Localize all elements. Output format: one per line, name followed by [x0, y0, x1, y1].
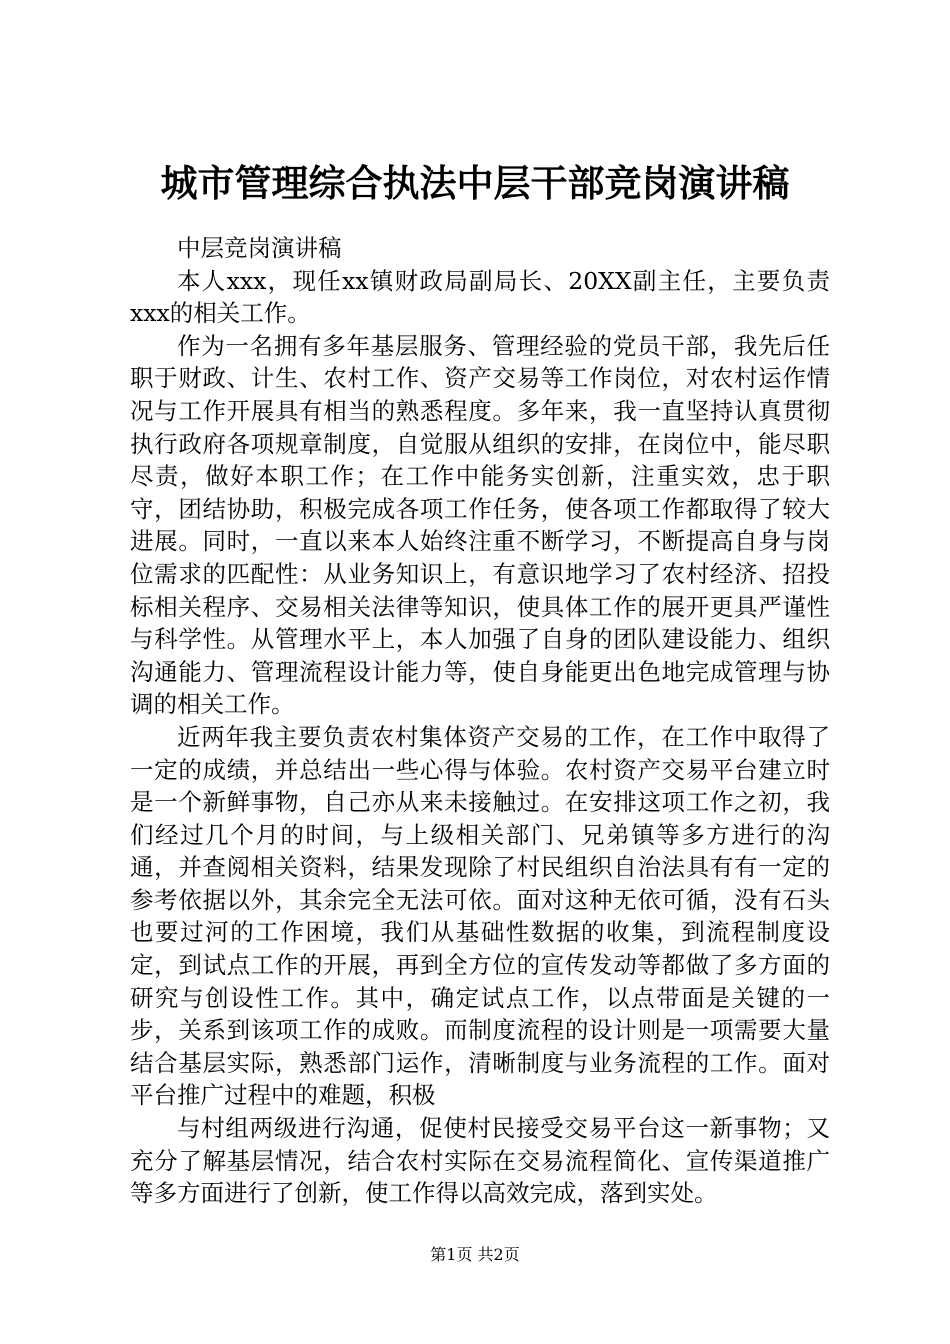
page-footer: 第1页 共2页 [430, 1245, 520, 1264]
paragraph-experience: 作为一名拥有多年基层服务、管理经验的党员干部，我先后任职于财政、计生、农村工作、资产交易等工作岗位，对农村运作情况与工作开展具有相当的熟悉程度。多年来，我一直坚持认真贯彻执行政府各项规章制度，自觉服从组织的安排，在岗位中，能尽职尽责，做好本职工作；在工作中能务实创新，注重实效，忠于职守，团结协助，积极完成各项工作任务，使各项工作都取得了较大进展。同时，一直以来本人始终注重不断学习，不断提高自身与岗位需求的匹配性：从业务知识上，有意识地学习了农村经济、招投标相关程序、交易相关法律等知识，使具体工作的展开更具严谨性与科学性。从管理水平上，本人加强了自身的团队建设能力、组织沟通能力、管理流程设计能力等，使自身能更出色地完成管理与协调的相关工作。 [130, 331, 830, 719]
paragraph-achievements: 近两年我主要负责农村集体资产交易的工作，在工作中取得了一定的成绩，并总结出一些心得与体验。农村资产交易平台建立时是一个新鲜事物，自己亦从来未接触过。在安排这项工作之初，我们经过几个月的时间，与上级相关部门、兄弟镇等多方进行的沟通，并查阅相关资料，结果发现除了村民组织自治法具有有一定的参考依据以外，其余完全无法可依。面对这种无依可循，没有石头也要过河的工作困境，我们从基础性数据的收集，到流程制度设定，到试点工作的开展，再到全方位的宣传发动等都做了多方面的研究与创设性工作。其中，确定试点工作，以点带面是关键的一步，关系到该项工作的成败。而制度流程的设计则是一项需要大量结合基层实际，熟悉部门运作，清晰制度与业务流程的工作。面对平台推广过程中的难题，积极 [130, 722, 830, 1110]
document-title: 城市管理综合执法中层干部竞岗演讲稿 [160, 161, 790, 205]
paragraph-intro: 本人xxx，现任xx镇财政局副局长、20XX副主任，主要负责xxx的相关工作。 [130, 266, 830, 328]
paragraph-continuation: 与村组两级进行沟通，促使村民接受交易平台这一新事物；又充分了解基层情况，结合农村实际在交易流程简化、宣传渠道推广等多方面进行了创新，使工作得以高效完成，落到实处。 [130, 1114, 830, 1208]
paragraph-subtitle: 中层竞岗演讲稿 [177, 234, 342, 262]
document-body [130, 232, 830, 1210]
